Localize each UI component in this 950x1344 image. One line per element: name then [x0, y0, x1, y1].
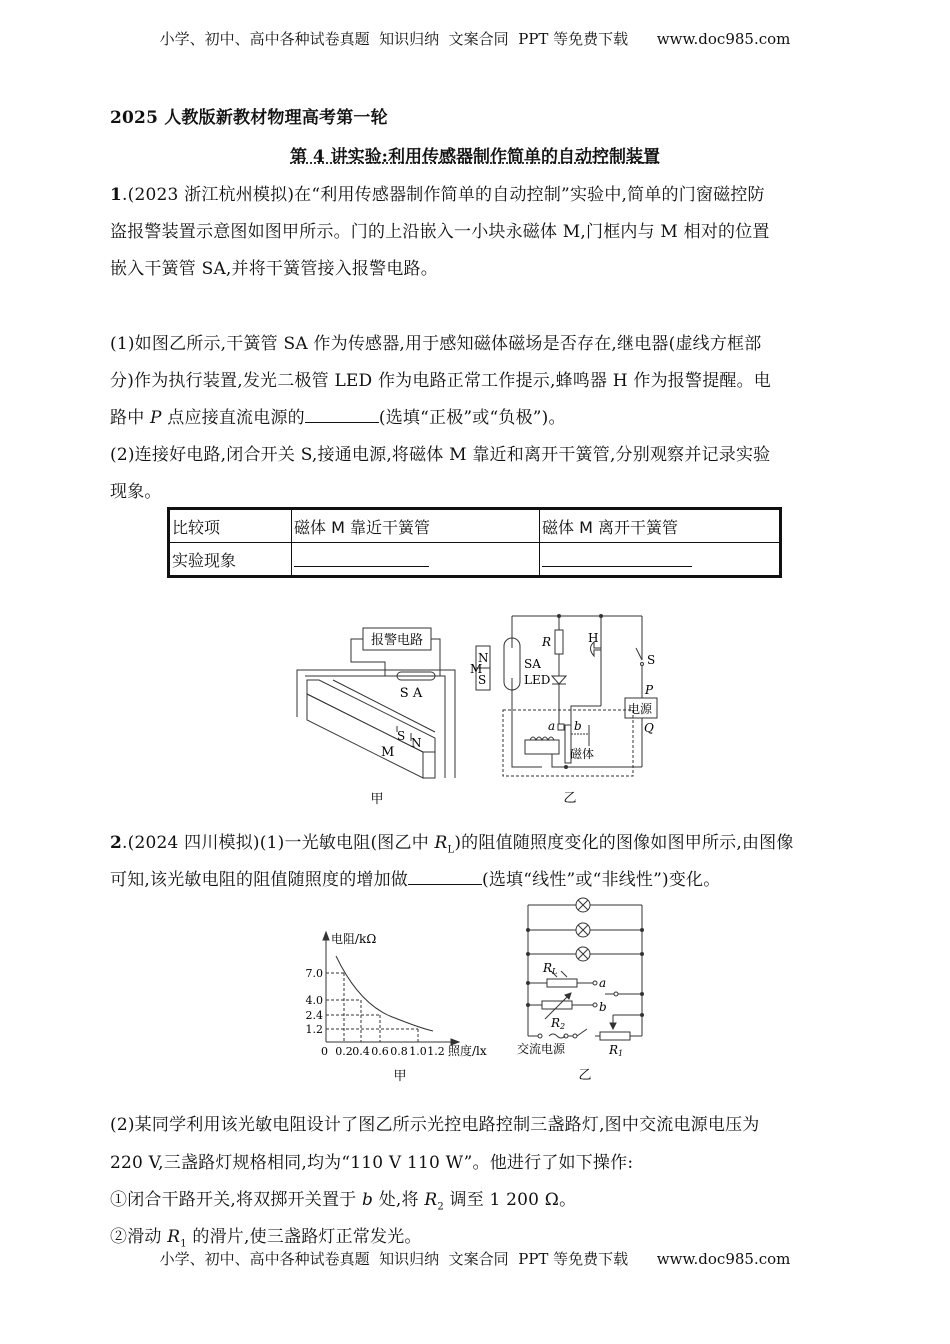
- answer-blank[interactable]: [305, 408, 379, 423]
- subscript: 1: [180, 1238, 187, 1250]
- x-tick: 0.8: [390, 1045, 408, 1058]
- figure-caption: 乙: [563, 791, 577, 806]
- sa-label: SA: [524, 657, 541, 671]
- magnet-m-label: M: [470, 662, 483, 676]
- q1-line3: 嵌入干簧管 SA,并将干簧管接入报警电路。: [110, 259, 438, 279]
- var-r: R: [434, 833, 448, 853]
- door-alarm-diagram: [285, 620, 470, 810]
- text: 可知,该光敏电阻的阻值随照度的增加做: [110, 870, 409, 890]
- q1-line1: [110, 180, 840, 205]
- text: 的滑片,使三盏路灯正常发光。: [186, 1227, 422, 1247]
- r1-label: R1: [609, 1043, 624, 1058]
- var-p: P: [150, 408, 162, 428]
- q1-line2: 盗报警装置示意图如图甲所示。门的上沿嵌入一小块永磁体 M,门框内与 M 相对的位置: [110, 222, 770, 242]
- contact-a-label: a: [548, 719, 556, 733]
- text: )的阻值随照度变化的图像如图甲所示,由图像: [454, 833, 794, 853]
- table-header-cell: 磁体 M 靠近干簧管: [292, 509, 540, 543]
- text: (选填“线性”或“非线性”)变化。: [482, 870, 721, 890]
- page-footer: 小学、初中、高中各种试卷真题 知识归纳 文案合同 PPT 等免费下载 www.doc985.com: [159, 1250, 791, 1268]
- terminal-p-label: P: [645, 683, 654, 697]
- sa-label: S A: [399, 686, 423, 701]
- streetlight-circuit-diagram: [505, 895, 665, 1085]
- rl-label: RL: [543, 961, 558, 976]
- switch-s-label: S: [647, 653, 656, 667]
- s-pole-label: S: [397, 729, 406, 743]
- n-pole-label: N: [478, 651, 489, 665]
- answer-line: [294, 566, 429, 567]
- terminal-q-label: Q: [644, 721, 654, 735]
- figure-caption: 乙: [578, 1068, 592, 1083]
- magnet-label: 磁体: [570, 747, 595, 761]
- buzzer-h-label: H: [588, 631, 599, 645]
- q1-text: 在“利用传感器制作简单的自动控制”实验中,简单的门窗磁控防: [294, 185, 765, 205]
- x-tick: 1.2: [427, 1045, 445, 1058]
- q1-part1-line1: (1)如图乙所示,干簧管 SA 作为传感器,用于感知磁体磁场是否存在,继电器(虚线方框部: [110, 334, 762, 354]
- q2-part2-line1: (2)某同学利用该光敏电阻设计了图乙所示光控电路控制三盏路灯,图中交流电源电压为: [110, 1115, 760, 1135]
- q1-number: 1: [110, 185, 123, 205]
- q2-line1: [110, 828, 840, 855]
- figure-caption: 甲: [393, 1069, 407, 1083]
- y-tick: 4.0: [305, 994, 323, 1007]
- x-axis-label: 照度/lx: [448, 1044, 487, 1058]
- subscript: L: [447, 844, 455, 856]
- q1-part1-line2: 分)作为执行装置,发光二极管 LED 作为电路正常工作提示,蜂鸣器 H 作为报警提醒。电: [110, 371, 772, 391]
- y-axis-label: 电阻/kΩ: [331, 932, 377, 946]
- q1-part1-line3: [110, 403, 840, 428]
- x-tick: 0: [321, 1045, 328, 1058]
- figure-caption: 甲: [370, 792, 384, 807]
- ac-source-label: 交流电源: [517, 1042, 566, 1056]
- table-header-cell: 比较项: [169, 509, 292, 543]
- alarm-circuit-label: 报警电路: [370, 633, 424, 648]
- resistance-illuminance-chart: [290, 928, 500, 1083]
- magnet-m-label: M: [381, 745, 395, 760]
- y-tick: 1.2: [305, 1023, 323, 1036]
- series-title: 2025 人教版新教材物理高考第一轮: [110, 108, 388, 128]
- power-source-label: 电源: [628, 702, 653, 716]
- comparison-table: [167, 507, 782, 578]
- q2-step2: [110, 1222, 840, 1249]
- x-tick: 0.2: [335, 1045, 353, 1058]
- var-b: b: [362, 1190, 374, 1210]
- table-header-cell: 磁体 M 离开干簧管: [540, 509, 781, 543]
- text: (选填“正极”或“负极”)。: [378, 408, 566, 428]
- x-tick: 1.0: [409, 1045, 427, 1058]
- q1-source: .(2023 浙江杭州模拟): [122, 185, 295, 205]
- resistor-r-label: R: [542, 635, 552, 649]
- terminal-b-label: b: [599, 1000, 607, 1014]
- table-row: [169, 509, 781, 543]
- q2-source: .(2024 四川模拟): [122, 833, 260, 853]
- q2-part2-line2: 220 V,三盏路灯规格相同,均为“110 V 110 W”。他进行了如下操作:: [110, 1153, 634, 1173]
- relay-circuit-diagram: [470, 610, 670, 810]
- table-row: [169, 543, 781, 577]
- lesson-title: [0, 142, 950, 167]
- subscript: 2: [437, 1201, 444, 1213]
- var-r: R: [167, 1227, 181, 1247]
- q1-part2-line2: 现象。: [110, 482, 162, 502]
- y-tick: 7.0: [305, 967, 323, 980]
- led-label: LED: [524, 673, 551, 687]
- q1-part2-line1: (2)连接好电路,闭合开关 S,接通电源,将磁体 M 靠近和离开干簧管,分别观察并记录实验: [110, 445, 771, 465]
- q2-step1: [110, 1185, 840, 1212]
- text: ②滑动: [110, 1227, 168, 1247]
- y-tick: 2.4: [305, 1009, 323, 1022]
- text: 处,将: [373, 1190, 425, 1210]
- x-tick: 0.6: [371, 1045, 389, 1058]
- table-row-label: 实验现象: [169, 543, 292, 577]
- text: (1)一光敏电阻(图乙中: [259, 833, 435, 853]
- answer-blank[interactable]: [408, 870, 482, 885]
- text: 路中: [110, 408, 151, 428]
- x-tick: 0.4: [352, 1045, 370, 1058]
- contact-b-label: b: [574, 719, 582, 733]
- answer-cell-near[interactable]: [292, 543, 540, 577]
- answer-line: [542, 566, 692, 567]
- page-header: 小学、初中、高中各种试卷真题 知识归纳 文案合同 PPT 等免费下载 www.doc985.com: [159, 30, 791, 48]
- terminal-a-label: a: [599, 976, 607, 990]
- q2-line2: [110, 865, 840, 890]
- n-pole-label: N: [411, 736, 422, 750]
- var-r: R: [424, 1190, 438, 1210]
- text: 点应接直流电源的: [161, 408, 305, 428]
- text: 调至 1 200 Ω。: [443, 1190, 577, 1210]
- lesson-title-text: 第 4 讲实验:利用传感器制作简单的自动控制装置: [290, 147, 660, 167]
- text: ①闭合干路开关,将双掷开关置于: [110, 1190, 363, 1210]
- q2-number: 2: [110, 833, 123, 853]
- s-pole-label: S: [478, 673, 487, 687]
- r2-label: R2: [551, 1016, 566, 1031]
- answer-cell-far[interactable]: [540, 543, 781, 577]
